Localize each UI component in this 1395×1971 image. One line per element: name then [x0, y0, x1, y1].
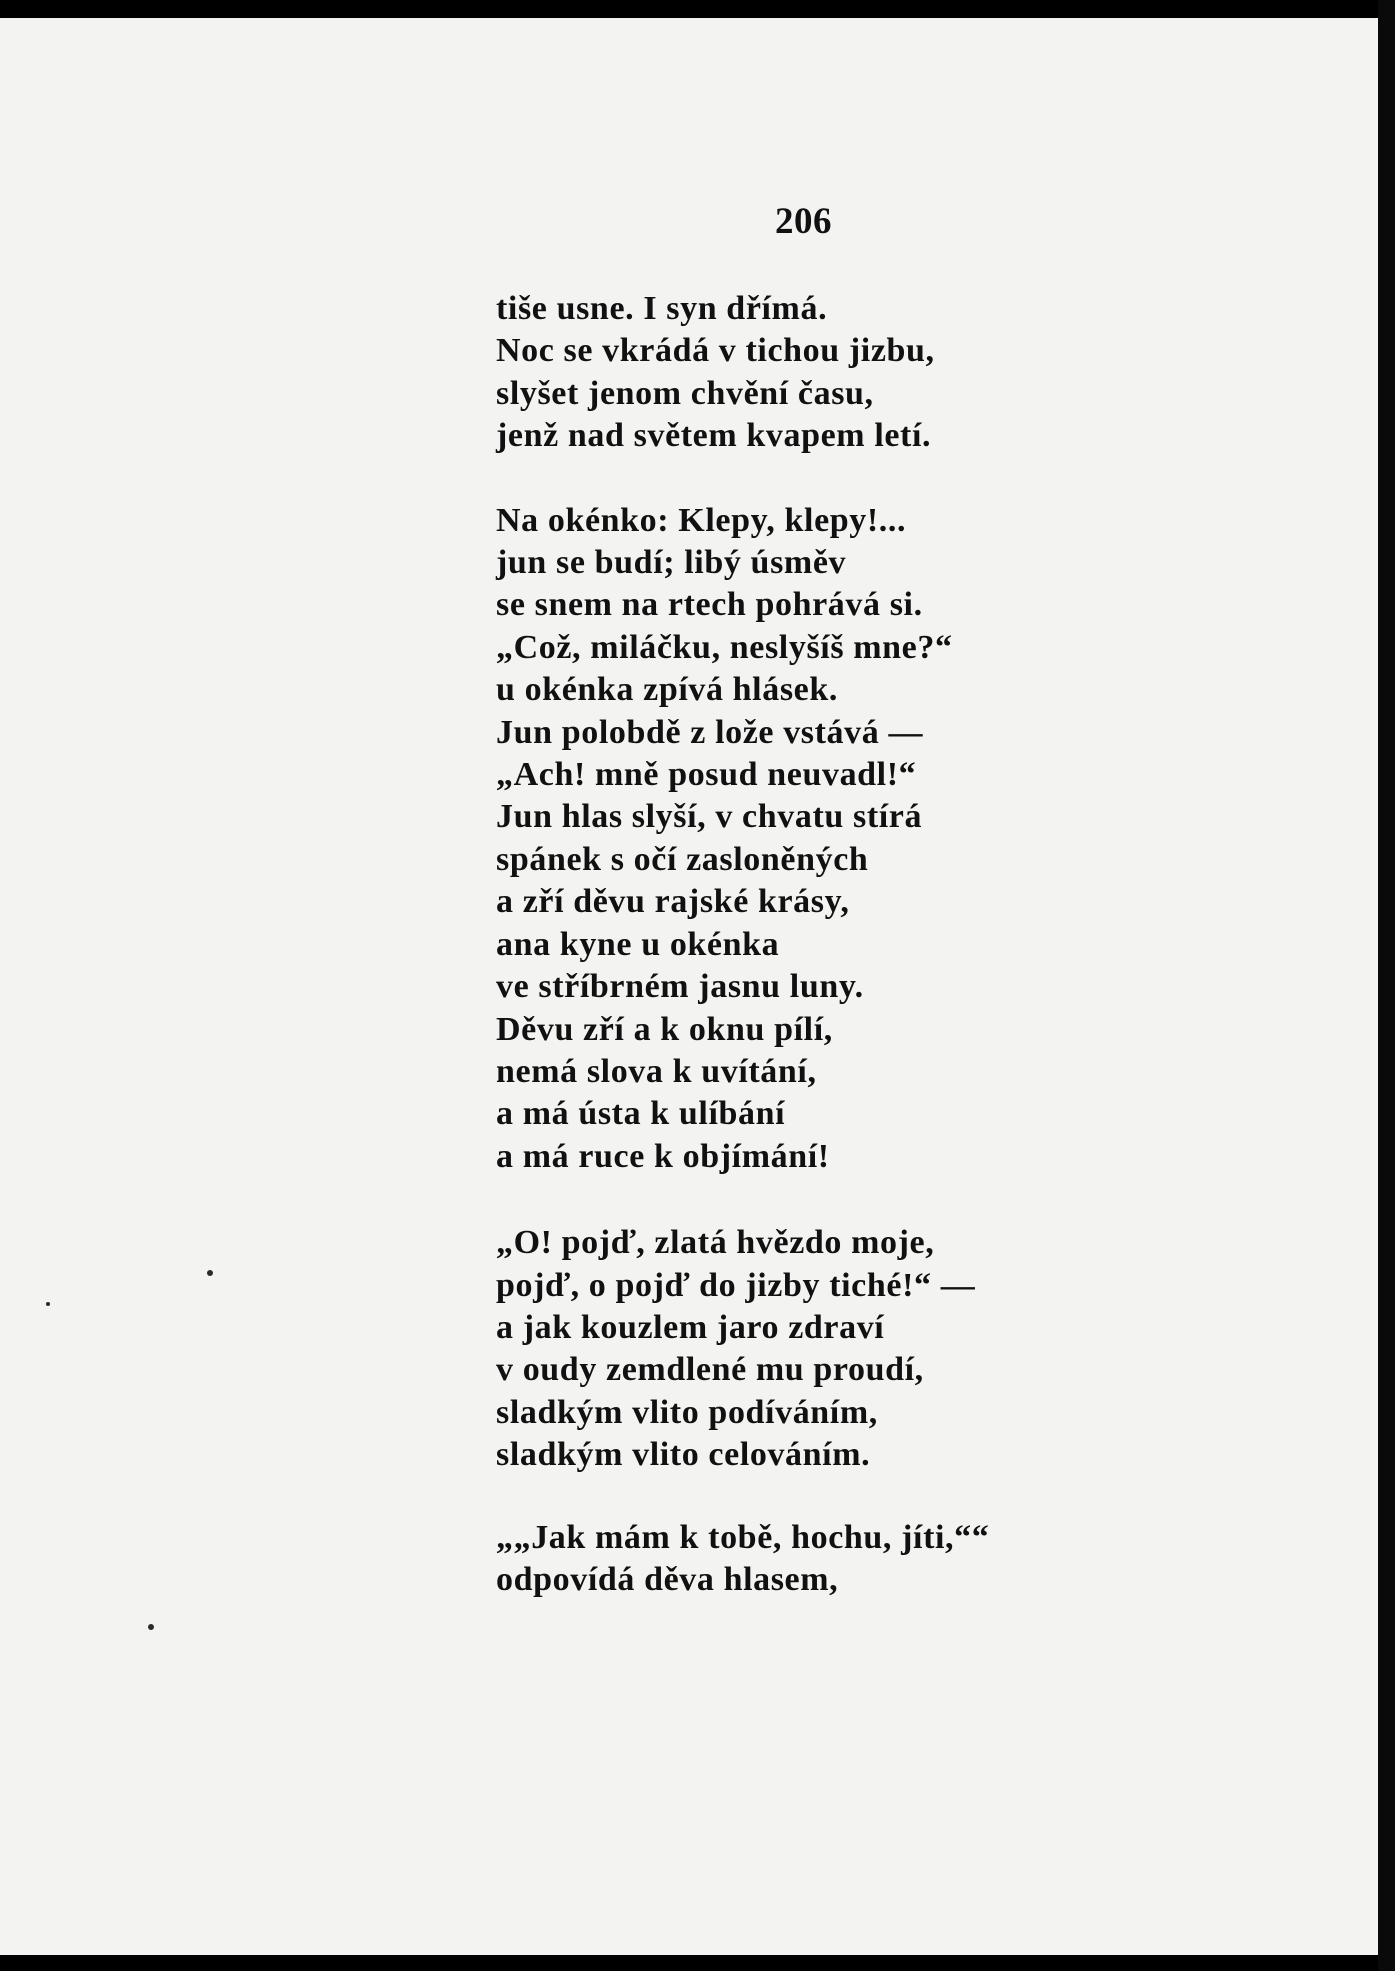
poem-line: jun se budí; libý úsměv — [496, 544, 847, 582]
poem-line: a má ruce k objímání! — [496, 1137, 830, 1175]
stanza-3 — [496, 1222, 1096, 1476]
poem-line: Jun hlas slyší, v chvatu stírá — [496, 798, 923, 836]
poem-line: pojď, o pojď do jizby tiché!“ — — [496, 1266, 976, 1304]
poem-line: v oudy zemdlené mu proudí, — [496, 1351, 924, 1389]
poem-line: a zří děvu rajské krásy, — [496, 883, 850, 921]
ink-speck — [148, 1624, 154, 1630]
poem-line: Děvu zří a k oknu pílí, — [496, 1010, 833, 1048]
poem-line: a má ústa k ulíbání — [496, 1095, 786, 1133]
poem-line: „Což, miláčku, neslyšíš mne?“ — [496, 628, 953, 666]
poem-line: sladkým vlito celováním. — [496, 1436, 871, 1474]
poem-line: u okénka zpívá hlásek. — [496, 671, 838, 709]
poem-line: a jak kouzlem jaro zdraví — [496, 1308, 885, 1346]
ink-speck — [46, 1302, 50, 1306]
stanza-2 — [496, 500, 1096, 1179]
book-page — [0, 18, 1378, 1955]
poem-line: „„Jak mám k tobě, hochu, jíti,““ — [496, 1518, 990, 1556]
poem-line: Jun polobdě z lože vstává — — [496, 713, 924, 751]
poem-line: tiše usne. I syn dřímá. — [496, 290, 828, 327]
page-number: 206 — [775, 201, 832, 242]
poem-line: slyšet jenom chvění času, — [496, 374, 874, 412]
poem-line: sladkým vlito podíváním, — [496, 1393, 878, 1431]
poem-line: odpovídá děva hlasem, — [496, 1560, 839, 1598]
poem-line: „Ach! mně posud neuvadl!“ — [496, 756, 917, 794]
poem-line: nemá slova k uvítání, — [496, 1052, 817, 1090]
poem-line: se snem na rtech pohrává si. — [496, 586, 923, 624]
poem-line: Noc se vkrádá v tichou jizbu, — [496, 332, 935, 370]
poem-text — [496, 288, 1096, 1643]
ink-speck — [207, 1270, 213, 1276]
poem-line: spánek s očí zasloněných — [496, 840, 869, 878]
poem-line: „O! pojď, zlatá hvězdo moje, — [496, 1224, 935, 1262]
poem-line: jenž nad světem kvapem letí. — [496, 417, 932, 455]
poem-line: ve stříbrném jasnu luny. — [496, 968, 864, 1006]
poem-line: Na okénko: Klepy, klepy!... — [496, 501, 907, 539]
scan-border — [1378, 0, 1395, 1971]
poem-line: ana kyne u okénka — [496, 925, 780, 963]
stanza-1 — [496, 288, 1096, 458]
stanza-4 — [496, 1517, 1096, 1602]
